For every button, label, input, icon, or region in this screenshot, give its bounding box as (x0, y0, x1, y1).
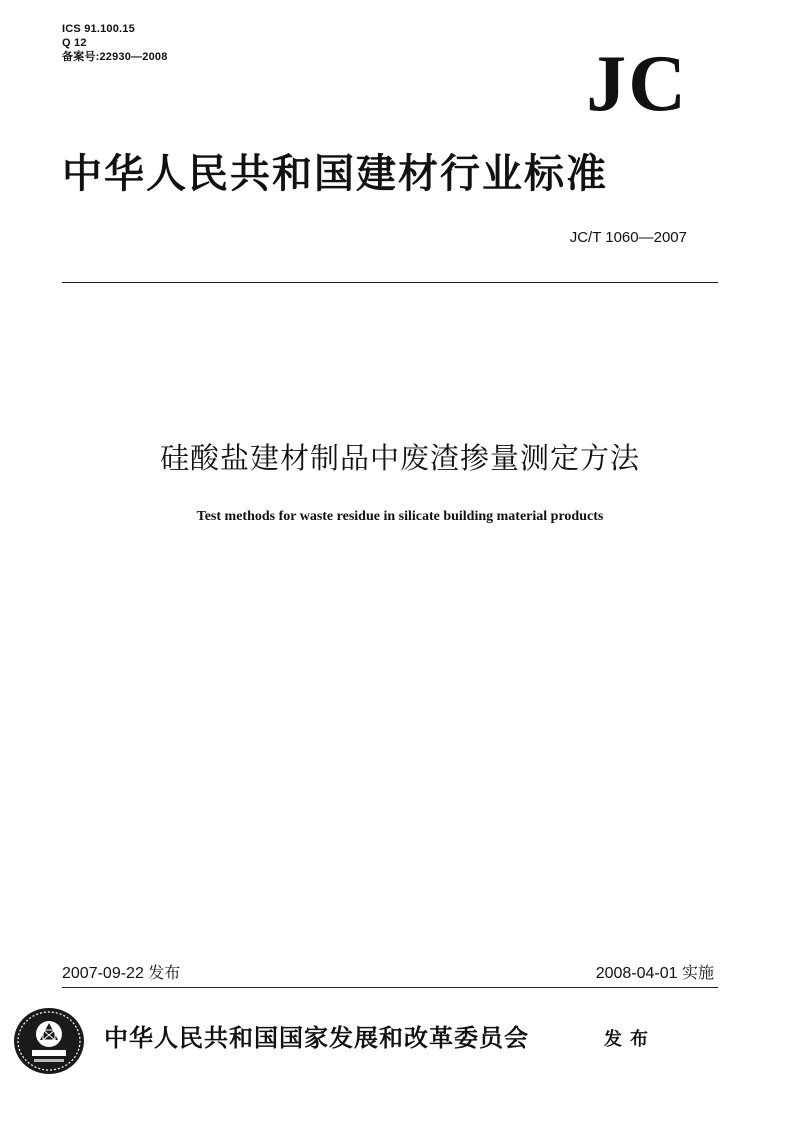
ics-code: ICS 91.100.15 (62, 23, 135, 35)
industry-standard-title: 中华人民共和国建材行业标准 (62, 150, 608, 197)
filing-number: 备案号:22930—2008 (62, 51, 168, 63)
bottom-divider (62, 987, 718, 988)
document-metadata (62, 22, 168, 64)
top-divider (62, 282, 718, 283)
jc-logo: JC (586, 40, 688, 128)
issuer-suffix: 发布 (604, 1029, 656, 1050)
issuer-seal-icon (12, 1004, 86, 1078)
implementation-date: 2008-04-01 实施 (595, 965, 714, 982)
document-title-english: Test methods for waste residue in silicate building material products (196, 509, 604, 524)
issue-date: 2007-09-22 发布 (62, 965, 181, 982)
ccs-code: Q 12 (62, 37, 87, 49)
standard-number: JC/T 1060—2007 (569, 229, 687, 246)
document-title-chinese: 硅酸盐建材制品中废渣掺量测定方法 (159, 441, 640, 475)
issuer-name: 中华人民共和国国家发展和改革委员会 (104, 1023, 529, 1052)
